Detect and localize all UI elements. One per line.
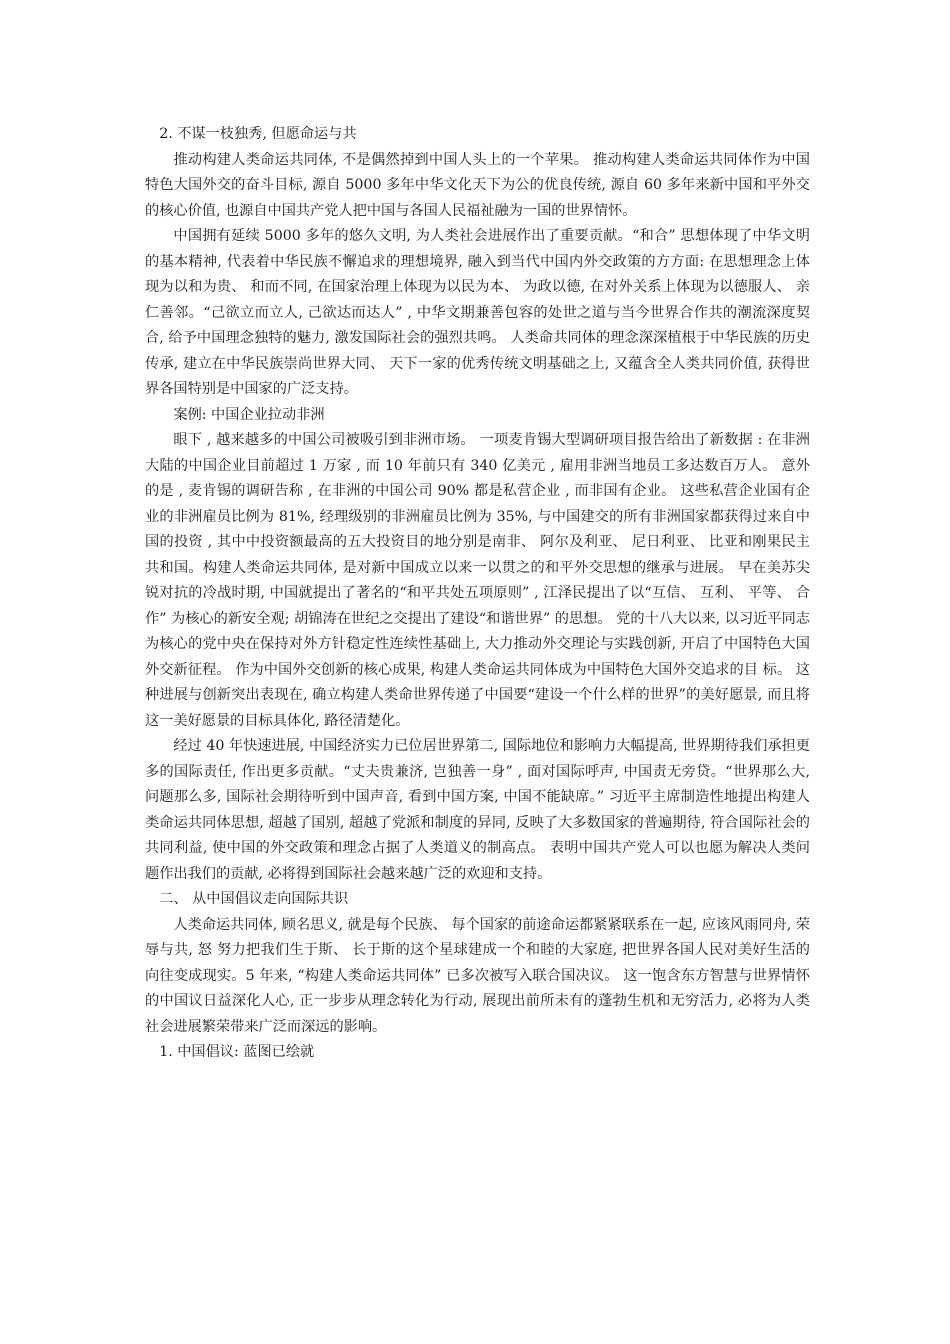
paragraph: 经过 40 年快速进展, 中国经济实力已位居世界第二, 国际地位和影响力大幅提高, 世界期待我们承担更多的国际责任, 作出更多贡献。“丈夫贵兼济, 岂独善一身” , 面对国际呼声, 中国责无旁贷。“世界那么大, 问题那么多, 国际社会期待听到中国声音, 看到中国方案, 中国不能缺席。” 习近平主席制造性地提出构建人类命运共同体思想, 超越了国别, 超越了党派和制度的异同, 反映了大多数国家的普遍期待, 符合国际社会的共同利益, 使中国的外交政策和理念占据了人类道义的制高点。 表明中国共产党人可以也愿为解决人类问题作出我们的贡献, 必将得到国际社会越来越广泛的欢迎和支持。 [145,738,810,882]
section-heading: 1. 中国倡议: 蓝图已绘就 [159,1044,315,1060]
paragraph: 推动构建人类命运共同体, 不是偶然掉到中国人头上的一个苹果。 推动构建人类命运共同体作为中国特色大国外交的奋斗目标, 源自 5000 多年中华文化天下为公的优良传统, 源自 60 多年来新中国和平外交的核心价值, 也源自中国共产党人把中国与各国人民福祉融为一国的世界情怀。 [145,151,810,219]
section-heading: 2. 不谋一枝独秀, 但愿命运与共 [159,126,357,142]
paragraph: 人类命运共同体, 顾名思义, 就是每个民族、 每个国家的前途命运都紧紧联系在一起, 应该风雨同舟, 荣辱与共, 怒 努力把我们生于斯、 长于斯的这个星球建成一个和睦的大家庭, 把世界各国人民对美好生活的向往变成现实。5 年来, “构建人类命运共同体” 已多次被写入联合国决议。 这一饱含东方智慧与世界情怀的中国议日益深化人心, 正一步步从理念转化为行动, 展现出前所未有的蓬勃生机和无穷活力, 必将为人类社会进展繁荣带来广泛而深远的影响。 [145,916,810,1035]
document-page [145,122,810,1066]
paragraph: 眼下 , 越来越多的中国公司被吸引到非洲市场。 一项麦肯锡大型调研项目报告给出了新数据 : 在非洲大陆的中国企业目前超过 1 万家 , 而 10 年前只有 340 亿美元 , 雇用非洲当地员工多达数百万人。 意外的是 , 麦肯锡的调研告称 , 在非洲的中国公司 90% 都是私营企业 , 而非国有企业。 这些私营企业国有企业的非洲雇员比例为 81%, 经理级别的非洲雇员比例为 35%, 与中国建交的所有非洲国家都获得过来自中国的投资 , 其中中投资额最高的五大投资目的地分别是南非、 阿尔及利亚、 尼日利亚、 比亚和刚果民主共和国。构建人类命运共同体, 是对新中国成立以来一以贯之的和平外交思想的继承与进展。 早在美苏尖锐对抗的冷战时期, 中国就提出了著名的“和平共处五项原则” , 江泽民提出了以“互信、 互利、 平等、 合作” 为核心的新安全观; 胡锦涛在世纪之交提出了建设“和谐世界” 的思想。 党的十八大以来, 以习近平同志为核心的党中央在保持对外方针稳定性连续性基础上, 大力推动外交理论与实践创新, 开启了中国特色大国外交新征程。 作为中国外交创新的核心成果, 构建人类命运共同体成为中国特色大国外交追求的目 标。 这种进展与创新突出表现在, 确立构建人类命世界传递了中国要“建设一个什么样的世界”的美好愿景, 而且将这一美好愿景的目标具体化, 路径清楚化。 [145,432,810,729]
section-heading: 二、 从中国倡议走向国际共识 [159,891,349,907]
paragraph: 中国拥有延续 5000 多年的悠久文明, 为人类社会进展作出了重要贡献。“和合” 思想体现了中华文明的基本精神, 代表着中华民族不懈追求的理想境界, 融入到当代中国内外交政策的方方面: 在思想理念上体现为以和为贵、 和而不同, 在国家治理上体现为以民为本、 为政以德, 在对外关系上体现为以德服人、 亲仁善邻。“己欲立而立人, 己欲达而达人” , 中华文期兼善包容的处世之道与当今世界合作共的潮流深度契合, 给予中国理念独特的魅力, 激发国际社会的强烈共鸣。 人类命共同体的理念深深植根于中华民族的历史传承, 建立在中华民族崇尚世界大同、 天下一家的优秀传统文明基础之上, 又蕴含全人类共同价值, 获得世界各国特别是中国家的广泛支持。 [145,228,810,397]
case-label: 案例: 中国企业拉动非洲 [173,406,325,423]
